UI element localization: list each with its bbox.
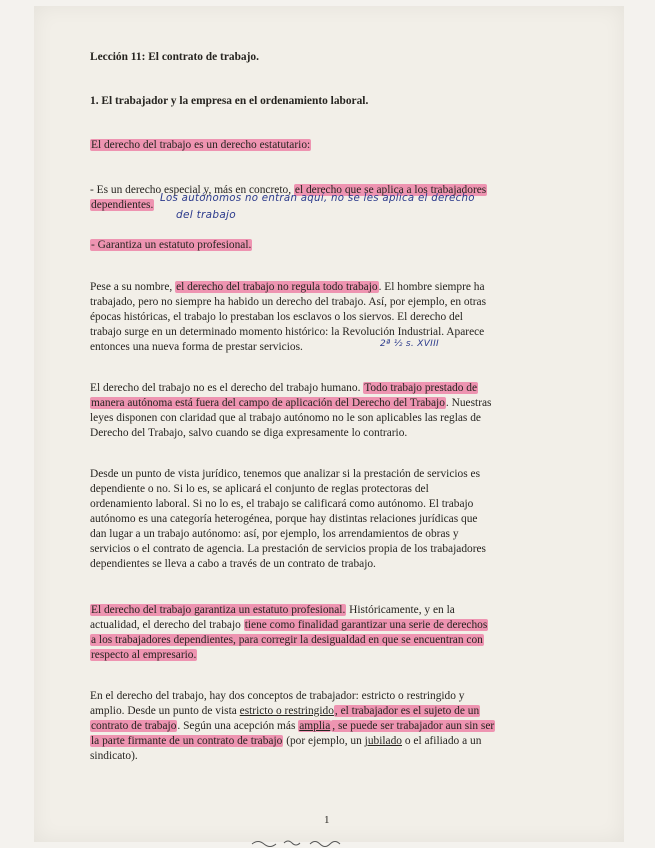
bullet-2: - Garantiza un estatuto profesional. bbox=[91, 239, 252, 251]
lesson-title: Lección 11: El contrato de trabajo. bbox=[90, 51, 259, 63]
paragraph-4: El derecho del trabajo garantiza un estatuto profesional. Históricamente, y en la actualidad, el derecho del trabajo tiene como finalidad garantizar una serie de derechos a los trabajadores dependientes, para corregir la desigualdad en que se encuentran con respecto al empresario. bbox=[90, 604, 488, 661]
handwritten-note-line-1: Los autónomos no entran aquí, no se les aplica el derecho bbox=[160, 193, 475, 204]
handwritten-date-note: 2ª ½ s. XVIII bbox=[380, 339, 440, 349]
paragraph-5: En el derecho del trabajo, hay dos conceptos de trabajador: estricto o restringido y amplio. Desde un punto de vista estricto o restringido, el trabajador es el sujeto de un contrato de trabajo. Según una acepción más amplia , se puede ser trabajador aun sin ser la parte firmante de un contrato de trabajo (por ejemplo, un jubilado o el afiliado a un sindicato). bbox=[90, 690, 495, 762]
bullet-1: - Es un derecho especial y, más en concreto, el derecho que se aplica a los trabajadores dependientes. bbox=[90, 184, 487, 211]
statement: El derecho del trabajo es un derecho estatutario: bbox=[91, 139, 311, 151]
document-page bbox=[34, 6, 624, 842]
page-number: 1 bbox=[324, 814, 330, 826]
handwritten-note-line-2: del trabajo bbox=[176, 209, 236, 221]
paragraph-1: Pese a su nombre, el derecho del trabajo no regula todo trabajo. El hombre siempre ha trabajado, pero no siempre ha habido un derecho del trabajo. Así, por ejemplo, en otras épocas históricas, el trabajo lo prestaban los esclavos o los siervos. El derecho del trabajo surge en un determinado momento histórico: la Revolución Industrial. Aparece entonces una nueva forma de prestar servicios. bbox=[90, 281, 487, 353]
paragraph-3: Desde un punto de vista jurídico, tenemos que analizar si la prestación de servicios es dependiente o no. Si lo es, se aplicará el conjunto de reglas protectoras del ordenamiento laboral. Si no lo es, el trabajo se calificará como autónomo. El trabajo autónomo es una categoría heterogénea, porque hay distintas relaciones jurídicas que dan lugar a un trabajo autónomo: así, por ejemplo, los arrendamientos de obras y servicios o el contrato de agencia. La prestación de servicios propia de los trabajadores dependientes se lleva a cabo a través de un contrato de trabajo. bbox=[90, 468, 486, 570]
section-heading: 1. El trabajador y la empresa en el ordenamiento laboral. bbox=[90, 95, 369, 107]
paragraph-2: El derecho del trabajo no es el derecho del trabajo humano. Todo trabajo prestado de manera autónoma está fuera del campo de aplicación del Derecho del Trabajo. Nuestras leyes disponen con claridad que al trabajo autónomo no le son aplicables las reglas de Derecho del Trabajo, salvo cuando se diga expresamente lo contrario. bbox=[90, 382, 492, 439]
bottom-scribble bbox=[250, 838, 370, 848]
